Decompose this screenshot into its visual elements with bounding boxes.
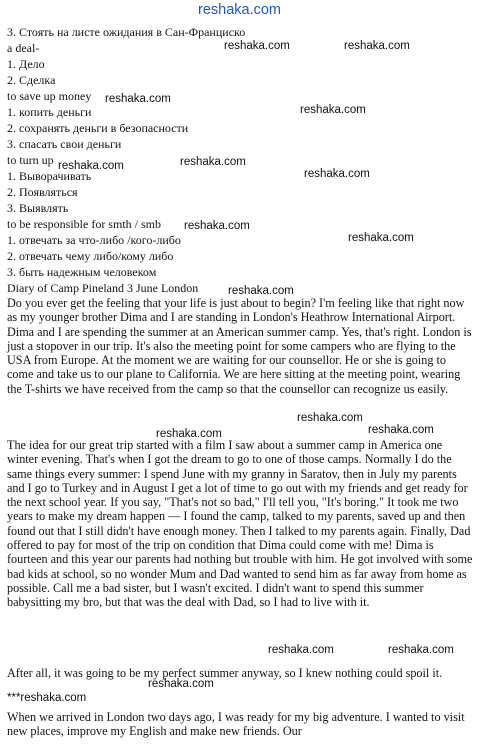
vocab-line: 3. быть надежным человеком bbox=[7, 265, 157, 279]
watermark: reshaka.com bbox=[297, 412, 363, 424]
watermark: reshaka.com bbox=[224, 40, 290, 52]
vocab-line: 1. Выворачивать bbox=[7, 169, 92, 183]
watermark: reshaka.com bbox=[58, 160, 124, 172]
watermark: reshaka.com bbox=[388, 644, 454, 656]
diary-heading: Diary of Camp Pineland 3 June London bbox=[7, 281, 199, 295]
vocab-line: 3. спасать свои деньги bbox=[7, 137, 122, 151]
vocab-line: to be responsible for smth / smb bbox=[7, 217, 161, 231]
vocab-line: 2. Сделка bbox=[7, 73, 56, 87]
vocab-line: 2. сохранять деньги в безопасности bbox=[7, 121, 189, 135]
watermark: ***reshaka.com bbox=[7, 692, 87, 704]
vocab-line: 3. Выявлять bbox=[7, 201, 69, 215]
paragraph: The idea for our great trip started with a film I saw about a summer camp in America one winter evening. That's when I got the dream to go to one of those camps. Normally I do the same things every summer: I spend June with my granny in Saratov, then in July my parents and I go to Turkey and in August I get a lot of time to go out with my friends and get ready for the next school year. If you say, "That's not so bad," I'll tell you, "It's boring." It took me two years to make my dream happen — I found the camp, talked to my parents, saved up and then found out that I still didn't have enough money. Then I talked to my parents again. Finally, Dad offered to pay for most of the trip on condition that Dima could come with me! Dima is fourteen and this year our parents had nothing but trouble with him. He got involved with some bad kids at school, so no wonder Mum and Dad wanted to send him as far away from home as possible. Call me a bad sister, but I wasn't excited. I didn't want to spend this summer babysitting my bro, but that was the deal with Dad, so I had to live with it. bbox=[7, 438, 473, 610]
paragraph: Do you ever get the feeling that your life is just about to begin? I'm feeling like that right now as my younger brother Dima and I are standing in London's Heathrow International Airport. Dima and I are spending the summer at an American summer camp. Yes, that's right. London is just a stopover in our trip. It's also the meeting point for some campers who are flying to the USA from Europe. At the moment we are waiting for our counsellor. He or she is going to come and take us to our plane to California. We are here sitting at the meeting point, wearing the T-shirts we have received from the camp so that the counsellor can recognize us easily. bbox=[7, 296, 472, 396]
watermark: reshaka.com bbox=[300, 104, 366, 116]
vocab-line: 1. отвечать за что-либо /кого-либо bbox=[7, 233, 181, 247]
vocab-line: 2. Появляться bbox=[7, 185, 78, 199]
watermark-top: reshaka.com bbox=[198, 2, 282, 18]
watermark: reshaka.com bbox=[148, 678, 214, 690]
watermark: reshaka.com bbox=[228, 285, 294, 297]
watermark: reshaka.com bbox=[105, 93, 171, 105]
watermark: reshaka.com bbox=[156, 428, 222, 440]
vocab-line: to turn up bbox=[7, 153, 54, 167]
paragraph: When we arrived in London two days ago, I was ready for my big adventure. I wanted to visit new places, improve my English and make new friends. Our bbox=[7, 710, 465, 739]
watermark: reshaka.com bbox=[180, 156, 246, 168]
watermark: reshaka.com bbox=[344, 40, 410, 52]
watermark: reshaka.com bbox=[304, 168, 370, 180]
vocab-line: 3. Стоять на листе ожидания в Сан-Франциско bbox=[7, 25, 246, 39]
paragraph: After all, it was going to be my perfect summer anyway, so I knew nothing could spoil it. bbox=[7, 666, 443, 680]
watermark: reshaka.com bbox=[268, 644, 334, 656]
watermark: reshaka.com bbox=[184, 220, 250, 232]
vocab-line: 1. Дело bbox=[7, 57, 45, 71]
watermark: reshaka.com bbox=[348, 232, 414, 244]
watermark: reshaka.com bbox=[368, 424, 434, 436]
vocab-line: to save up money bbox=[7, 89, 92, 103]
vocab-line: a deal- bbox=[7, 41, 40, 55]
vocab-line: 1. копить деньги bbox=[7, 105, 92, 119]
vocab-line: 2. отвечать чему либо/кому либо bbox=[7, 249, 174, 263]
